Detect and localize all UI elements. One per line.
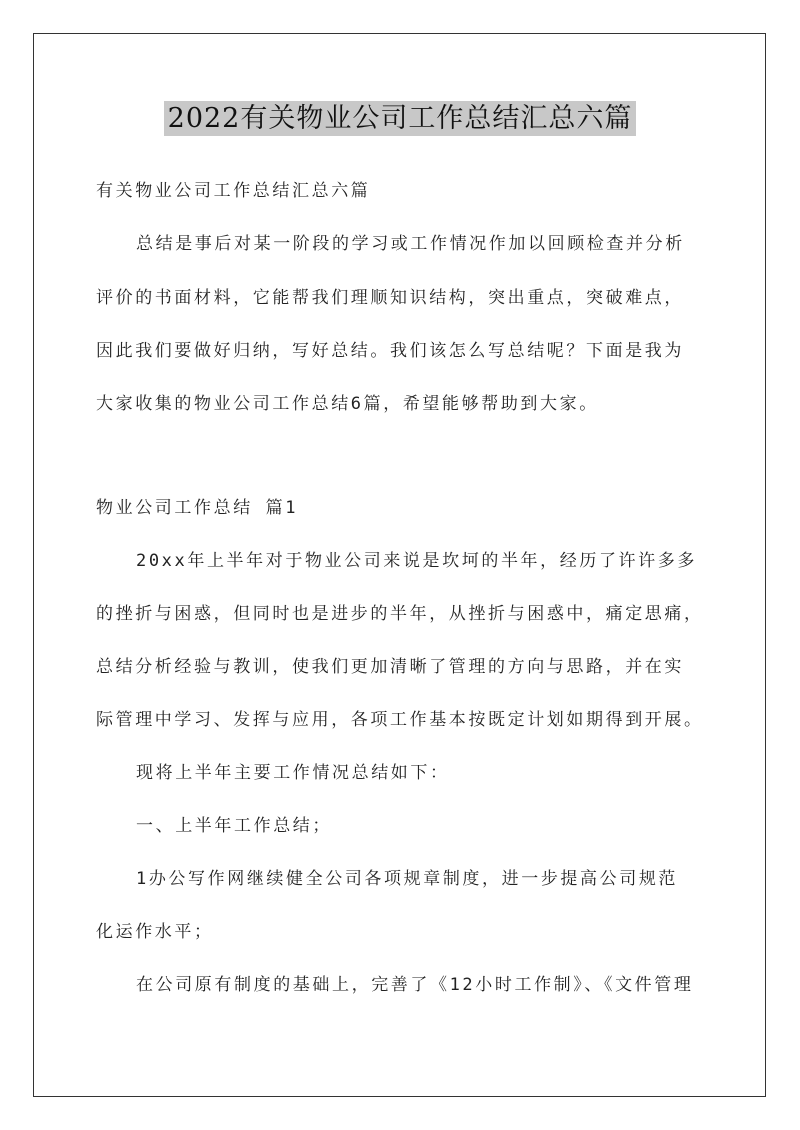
subtitle-line: 有关物业公司工作总结汇总六篇 (96, 181, 371, 201)
paragraph-line: 因此我们要做好归纳，写好总结。我们该怎么写总结呢？下面是我为 (96, 341, 684, 361)
paragraph-line: 化运作水平； (96, 922, 214, 942)
document-title-wrap (0, 96, 800, 135)
list-heading: 一、上半年工作总结； (136, 816, 332, 836)
paragraph-line: 大家收集的物业公司工作总结6篇，希望能够帮助到大家。 (96, 394, 599, 414)
paragraph-line: 在公司原有制度的基础上，完善了《12小时工作制》、《文件管理 (136, 975, 694, 995)
paragraph-line: 1办公写作网继续健全公司各项规章制度，进一步提高公司规范 (136, 869, 679, 889)
paragraph-line: 20xx年上半年对于物业公司来说是坎坷的半年，经历了许许多多 (136, 551, 697, 571)
paragraph-line: 的挫折与困惑，但同时也是进步的半年，从挫折与困惑中，痛定思痛， (96, 604, 704, 624)
paragraph-line: 总结分析经验与教训，使我们更加清晰了管理的方向与思路，并在实 (96, 657, 684, 677)
section-heading: 物业公司工作总结 篇1 (96, 498, 299, 518)
paragraph-line: 评价的书面材料，它能帮我们理顺知识结构，突出重点，突破难点， (96, 288, 684, 308)
paragraph-line: 际管理中学习、发挥与应用，各项工作基本按既定计划如期得到开展。 (96, 710, 704, 730)
document-title: 2022有关物业公司工作总结汇总六篇 (164, 101, 637, 136)
paragraph-line: 现将上半年主要工作情况总结如下： (136, 763, 450, 783)
paragraph-line: 总结是事后对某一阶段的学习或工作情况作加以回顾检查并分析 (136, 234, 685, 254)
